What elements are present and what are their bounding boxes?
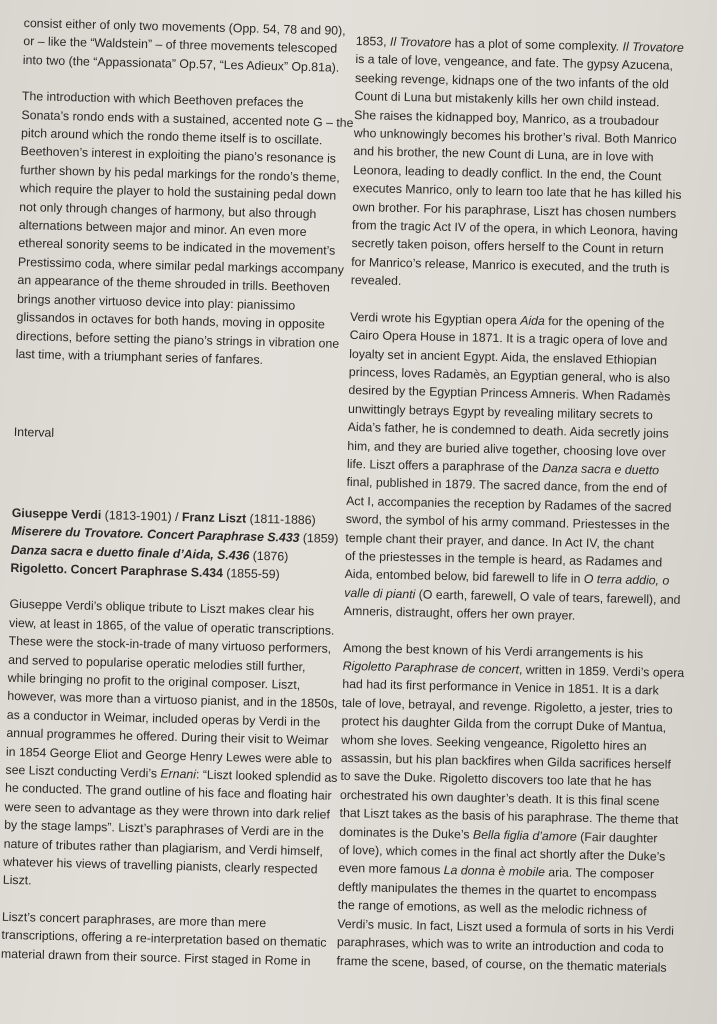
text-line: or – like the “Waldstein” – of three movements telescoped	[23, 34, 338, 57]
text-line: Among the best known of his Verdi arrangements is his	[342, 640, 644, 661]
text-line: of the priestesses in the temple is heard, as Radames and	[344, 548, 663, 570]
text-line: which require the player to hold the sustaining pedal down	[19, 181, 337, 203]
text-line: Cairo Opera House in 1871. It is a tragic opera of love and	[349, 328, 668, 349]
text-line: own brother. For his paraphrase, Liszt has chosen numbers	[352, 199, 677, 221]
text-line: unwittingly betrays Egypt by revealing military secrets to	[347, 401, 654, 423]
text-line: temple chant their prayer, and dance. In Act IV, the chant	[345, 530, 655, 551]
left-column	[0, 14, 359, 989]
text-line: ethereal sonority seems to be indicated in the movement’s	[18, 236, 336, 259]
text-line: tale of love, betrayal, and revenge. Rigoletto, a jester, tries to	[341, 695, 673, 717]
text-line: Count di Luna but mistakenly kills her own child instead.	[354, 89, 660, 110]
composer-verdi: Giuseppe Verdi	[11, 505, 102, 522]
paragraph-verdi-tribute	[3, 595, 345, 898]
text-line: Aida, entombed below, bid farewell to life in O terra addio, o	[344, 567, 670, 589]
text-line: from the tragic Act IV of the opera, in which Leonora, having	[351, 218, 679, 239]
composer-liszt: Franz Liszt	[181, 509, 247, 526]
text-line: deftly manipulates the themes in the quartet to encompass	[337, 879, 657, 901]
text-line: directions, before setting the piano’s strings in vibration one	[15, 328, 340, 351]
text-line: seeking revenge, kidnaps one of the two infants of the old	[354, 70, 669, 92]
text-line: whatever his views of travelling pianists, clearly respected	[3, 854, 318, 877]
text-line: Act I, accompanies the reception by Radames of the sacred	[346, 493, 672, 515]
work-title: Rigoletto. Concert Paraphrase S.434 (1855-59)	[10, 560, 280, 582]
text-line: see Liszt conducting Verdi’s Ernani: “Liszt looked splendid as	[5, 762, 338, 785]
paragraph-rigoletto	[336, 638, 683, 976]
text-line: the range of emotions, as well as the melodic richness of	[337, 898, 647, 919]
text-line: secretly taken poison, offers herself to the Count in return	[351, 236, 664, 257]
text-line: protect his daughter Gilda from the corrupt Duke of Mantua,	[341, 714, 667, 735]
text-line: 1853, Il Trovatore has a plot of some complexity. Il Trovatore	[355, 33, 684, 55]
works-list	[10, 504, 347, 586]
text-line: by the stage lamps”. Liszt’s paraphrases of Verdi are in the	[4, 817, 324, 840]
text-line: Verdi’s music. In fact, Liszt used a formula of sorts in his Verdi	[337, 916, 675, 938]
text-line: She raises the kidnapped boy, Manrico, as a troubadour	[354, 107, 660, 128]
text-line: he conducted. The grand outline of his face and floating hair	[4, 781, 332, 804]
work-title: Danza sacra e duetto finale d’Aida, S.436 (1876)	[10, 542, 289, 564]
text-line: material drawn from their source. First staged in Rome in	[0, 946, 311, 968]
text-line: Liszt.	[2, 873, 32, 888]
text-line: and served to popularise operatic melodies still further,	[8, 652, 306, 674]
interval-heading: Interval	[13, 425, 55, 441]
text-line: executes Manrico, only to learn too late that he has killed his	[352, 181, 682, 203]
text-line: had had its first performance in Venice in 1851. It is a dark	[342, 677, 659, 698]
text-line: orchestrated his own daughter’s death. It is this final scene	[339, 787, 660, 809]
text-line: loyalty set in ancient Egypt. Aida, the enslaved Ethiopian	[349, 346, 657, 367]
text-line: Prestissimo coda, where similar pedal markings accompany	[17, 254, 345, 277]
text-line: assassin, but his plan backfires when Gilda sacrifices herself	[340, 750, 671, 772]
text-line: him, and they are buried alive together, choosing love over	[347, 438, 666, 460]
paragraph-beethoven-rondo	[15, 87, 357, 371]
text-line: pitch around which the rondo theme itself is to oscillate.	[20, 125, 323, 148]
text-line: to save the Duke. Rigoletto discovers too late that he has	[340, 769, 652, 790]
text-line: Verdi wrote his Egyptian opera Aida for the opening of the	[349, 309, 665, 331]
text-line: life. Liszt offers a paraphrase of the Danza sacra e duetto	[346, 456, 660, 478]
text-line: whom she loves. Seeking vengeance, Rigoletto hires an	[341, 732, 647, 753]
text-line: annual programmes he offered. During their visit to Weimar	[6, 725, 329, 748]
paragraph-aida	[344, 308, 690, 628]
paragraph-sonata-movements	[23, 14, 359, 77]
text-line: valle di pianti (O earth, farewell, O vale of tears, farewell), and	[344, 585, 681, 607]
text-line: while bringing no profit to the original composer. Liszt,	[7, 670, 301, 692]
text-line: These were the stock-in-trade of many virtuoso performers,	[8, 633, 332, 656]
text-line: view, at least in 1865, of the value of operatic transcriptions.	[8, 615, 335, 638]
text-line: Amneris, distraught, offers her own prayer.	[343, 604, 576, 623]
text-line: Aida’s father, he is condemned to death. Aida secretly joins	[347, 420, 669, 441]
text-line: in 1854 George Eliot and George Henry Lewes were able to	[5, 744, 333, 767]
text-line: and his brother, the new Count di Luna, are in love with	[353, 144, 654, 165]
text-line: as a conductor in Weimar, included operas by Verdi in the	[6, 707, 321, 730]
right-column	[336, 32, 696, 995]
text-line: Beethoven’s interest in exploiting the piano’s resonance is	[20, 144, 337, 167]
text-line: glissandos in octaves for both hands, moving in opposite	[16, 310, 325, 332]
text-line: sword, the symbol of his army command. Priestesses in the	[345, 512, 670, 533]
text-line: that Liszt takes as the basis of his paraphrase. The theme that	[339, 806, 679, 828]
composer-dates: (1813-1901) /	[101, 507, 183, 524]
text-line: Giuseppe Verdi’s oblique tribute to Liszt makes clear his	[9, 597, 315, 619]
text-line: Liszt’s concert paraphrases, are more than mere	[1, 909, 267, 931]
text-line: final, published in 1879. The sacred dance, from the end of	[346, 475, 668, 496]
text-line: paraphrases, which was to write an introduction and coda to	[336, 934, 664, 956]
text-line: revealed.	[350, 273, 402, 289]
text-line: last time, with a triumphant series of fanfares.	[15, 346, 264, 367]
text-line: for Manrico’s release, Manrico is executed, and the truth is	[351, 254, 670, 276]
text-line: not only through changes of harmony, but also through	[19, 199, 317, 221]
text-line: The introduction with which Beethoven prefaces the	[21, 89, 304, 111]
text-line: into two (the “Appassionata” Op.57, “Les Adieux” Op.81a).	[22, 52, 340, 75]
text-line: who unknowingly becomes his brother’s rival. Both Manrico	[353, 126, 677, 147]
paragraph-liszt-paraphrases	[1, 908, 337, 971]
text-line: desired by the Egyptian Princess Amneris. When Radamès	[348, 383, 671, 404]
text-line: even more famous La donna è mobile aria. The composer	[338, 861, 655, 882]
paragraph-trovatore	[351, 32, 696, 297]
text-line: brings another virtuoso device into play: pianissimo	[16, 291, 296, 313]
work-title: Miserere du Trovatore. Concert Paraphrase S.433 (1859)	[11, 523, 339, 546]
text-line: nature of tributes rather than plagiarism, and Verdi himself,	[3, 836, 324, 859]
text-line: of love), which comes in the final act shortly after the Duke’s	[338, 842, 666, 864]
text-line: an appearance of the theme shrouded in trills. Beethoven	[17, 273, 330, 295]
text-line: Leonora, leading to deadly conflict. In the end, the Count	[352, 162, 662, 184]
text-line: frame the scene, based, of course, on the thematic materials	[336, 953, 667, 975]
text-line: further shown by his pedal markings for the rondo’s theme,	[20, 162, 340, 185]
text-line: were seen to advantage as they were thrown into dark relief	[4, 799, 331, 822]
text-line: Rigoletto Paraphrase de concert, written in 1859. Verdi’s opera	[342, 658, 685, 681]
text-line: is a tale of love, vengeance, and fate. The gypsy Azucena,	[355, 52, 674, 74]
text-line: transcriptions, offering a re-interpretation based on thematic	[1, 927, 327, 950]
text-line: alternations between major and minor. An even more	[18, 218, 307, 240]
text-line: dominates is the Duke’s Bella figlia d’amore (Fair daughter	[339, 824, 658, 846]
composer-dates: (1811-1886)	[246, 511, 316, 527]
text-line: princess, loves Radamès, an Egyptian general, who is also	[348, 364, 671, 386]
text-line: consist either of only two movements (Opp. 54, 78 and 90),	[23, 15, 346, 38]
text-line: Sonata’s rondo ends with a sustained, accented note G – the	[21, 107, 354, 130]
text-line: however, was more than a virtuoso pianist, and in the 1850s,	[7, 689, 338, 712]
